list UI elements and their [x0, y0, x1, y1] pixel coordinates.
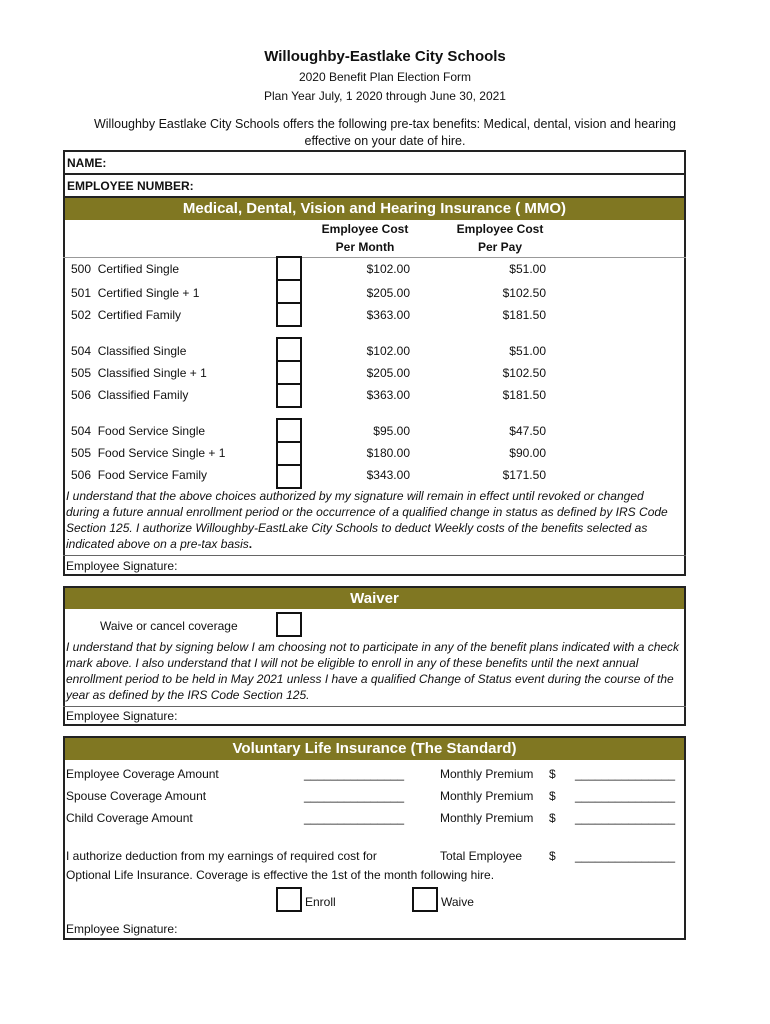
plan-pay-cost: $51.00 [509, 262, 546, 276]
plan-label: 505 Classified Single + 1 [71, 366, 207, 380]
employee-number-label: EMPLOYEE NUMBER: [67, 179, 194, 193]
plan-month-cost: $363.00 [366, 388, 410, 402]
plan-checkbox[interactable] [276, 337, 302, 362]
plan-month-cost: $180.00 [366, 446, 410, 460]
intro-text: Willoughby Eastlake City Schools offers the following pre-tax benefits: Medical, dental, vision and hearing effective on your date of hire. [93, 117, 677, 148]
waiver-signature-label: Employee Signature: [66, 709, 178, 723]
waive-life-label: Waive [441, 895, 474, 909]
enroll-checkbox[interactable] [276, 887, 302, 912]
currency-symbol: $ [549, 767, 556, 781]
premium-blank[interactable]: _______________ [575, 811, 676, 825]
plan-month-cost: $102.00 [366, 344, 410, 358]
premium-blank[interactable]: _______________ [575, 767, 676, 781]
coverage-amount-blank[interactable]: _______________ [304, 789, 405, 803]
authorize-text-line1: I authorize deduction from my earnings of required cost for [66, 849, 377, 863]
plan-pay-cost: $171.50 [502, 468, 546, 482]
divider [63, 706, 686, 707]
medical-signature-label: Employee Signature: [66, 559, 178, 573]
plan-label: 501 Certified Single + 1 [71, 286, 200, 300]
currency-symbol: $ [549, 811, 556, 825]
col-month-header-1: Employee Cost [321, 222, 409, 236]
form-title: Willoughby-Eastlake City Schools [264, 48, 506, 65]
plan-label: 500 Certified Single [71, 262, 180, 276]
currency-symbol: $ [549, 789, 556, 803]
plan-label: 504 Food Service Single [71, 424, 206, 438]
plan-month-cost: $95.00 [373, 424, 410, 438]
coverage-label: Spouse Coverage Amount [66, 789, 207, 803]
plan-month-cost: $343.00 [366, 468, 410, 482]
plan-label: 504 Classified Single [71, 344, 187, 358]
waive-checkbox[interactable] [276, 612, 302, 637]
plan-checkbox[interactable] [276, 464, 302, 489]
plan-checkbox[interactable] [276, 279, 302, 304]
waiver-section-heading: Waiver [65, 588, 684, 609]
plan-pay-cost: $181.50 [502, 388, 546, 402]
life-signature-label: Employee Signature: [66, 922, 178, 936]
plan-year: Plan Year July, 1 2020 through June 30, 2021 [264, 89, 506, 103]
coverage-label: Employee Coverage Amount [66, 767, 219, 781]
currency-symbol: $ [549, 849, 556, 863]
enroll-label: Enroll [305, 895, 336, 909]
plan-label: 506 Food Service Family [71, 468, 208, 482]
plan-month-cost: $205.00 [366, 366, 410, 380]
life-section-heading: Voluntary Life Insurance (The Standard) [65, 738, 684, 760]
plan-pay-cost: $47.50 [509, 424, 546, 438]
plan-checkbox[interactable] [276, 441, 302, 466]
plan-checkbox[interactable] [276, 302, 302, 327]
plan-label: 502 Certified Family [71, 308, 182, 322]
waiver-statement: I understand that by signing below I am choosing not to participate in any of the benefit plans indicated with a check mark above. I also understand that I will not be eligible to enroll in any of these benefits until the next annual enrollment period to be held in May 2021 unless I have a qualified Change of Status event during the course of the year as defined by the IRS Code Section 125. [66, 640, 680, 702]
divider [63, 257, 686, 258]
col-pay-header-1: Employee Cost [456, 222, 544, 236]
plan-pay-cost: $51.00 [509, 344, 546, 358]
plan-checkbox[interactable] [276, 256, 302, 281]
premium-label: Monthly Premium [440, 789, 534, 803]
coverage-amount-blank[interactable]: _______________ [304, 811, 405, 825]
waive-life-checkbox[interactable] [412, 887, 438, 912]
premium-label: Monthly Premium [440, 767, 534, 781]
plan-label: 506 Classified Family [71, 388, 189, 402]
premium-blank[interactable]: _______________ [575, 789, 676, 803]
waive-option-label: Waive or cancel coverage [100, 619, 238, 633]
plan-checkbox[interactable] [276, 383, 302, 408]
plan-checkbox[interactable] [276, 360, 302, 385]
col-pay-header-2: Per Pay [477, 240, 523, 254]
premium-label: Monthly Premium [440, 811, 534, 825]
plan-pay-cost: $102.50 [502, 366, 546, 380]
plan-month-cost: $102.00 [366, 262, 410, 276]
coverage-amount-blank[interactable]: _______________ [304, 767, 405, 781]
divider [63, 173, 686, 175]
plan-label: 505 Food Service Single + 1 [71, 446, 226, 460]
total-blank[interactable]: _______________ [575, 849, 676, 863]
authorization-statement: I understand that the above choices authorized by my signature will remain in effect until revoked or changed during a future annual enrollment period or the occurrence of a qualified change in status as defined by IRS Code Section 125. I authorize Willoughby-EastLake City Schools to deduct Weekly costs of the benefits selected as indicated above on a pre-tax basis. [66, 489, 668, 551]
plan-pay-cost: $181.50 [502, 308, 546, 322]
divider [63, 555, 686, 556]
plan-pay-cost: $90.00 [509, 446, 546, 460]
authorize-text-line2: Optional Life Insurance. Coverage is effective the 1st of the month following hire. [66, 868, 495, 882]
plan-month-cost: $205.00 [366, 286, 410, 300]
plan-pay-cost: $102.50 [502, 286, 546, 300]
form-subtitle: 2020 Benefit Plan Election Form [298, 70, 472, 84]
coverage-label: Child Coverage Amount [66, 811, 193, 825]
medical-section-heading: Medical, Dental, Vision and Hearing Insurance ( MMO) [65, 198, 684, 220]
col-month-header-2: Per Month [335, 240, 395, 254]
name-label: NAME: [67, 156, 107, 170]
plan-checkbox[interactable] [276, 418, 302, 443]
plan-month-cost: $363.00 [366, 308, 410, 322]
total-employee-label: Total Employee [440, 849, 523, 863]
